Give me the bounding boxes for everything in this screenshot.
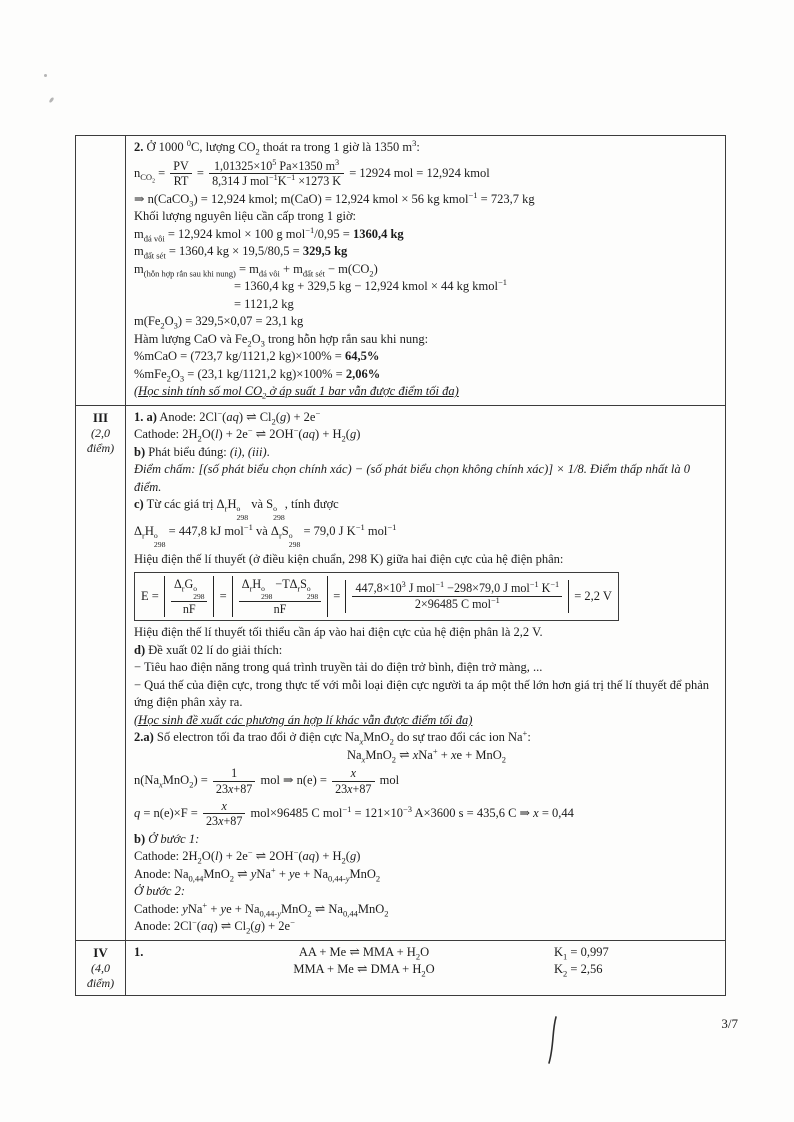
solution-cell (126, 406, 725, 940)
equation-line (134, 944, 719, 962)
solution-line: = 1121,2 kg (234, 296, 294, 311)
solution-line: Anode: 2Cl−(aq) ⇌ $Cl_2(g) + 2e^-$ (134, 916, 295, 936)
question-points: (2,0 điểm) (86, 425, 115, 455)
solution-line: Hàm lượng CaO và $Fe_2O_3$ trong hỗn hợp rắn sau khi nung: (134, 331, 429, 349)
solution-line: b) Ở bước 1: (134, 831, 200, 846)
solution-line: Ở bước 2: (134, 884, 185, 899)
equation-part: $K_2 = 2,56$ (554, 962, 603, 979)
question-numeral: IV (93, 944, 108, 960)
scan-speck (48, 97, 54, 104)
question-points: (4,0 điểm) (86, 960, 115, 990)
solution-line: $Na_xMnO_2$ ⇌ xNa+ + xe + MnO$_2$ (346, 745, 507, 765)
solution-line: Hiệu điện thế lí thuyết tối thiểu cần áp vào hai điện cực của hệ điện phân là 2,2 V. (134, 625, 543, 640)
equation-part: $K_1 = 0,997$ (554, 944, 609, 962)
solution-line: $m_{(hỗn hợp rắn sau khi nung)} = m_{đá vôi} + m_{đất sét} - m(CO_2)$ (134, 261, 378, 279)
solution-line: $m_{đất sét} = 1360,4$ kg × 19,5/80,5 = 329,5 kg (134, 244, 348, 261)
solution-line: Cathode: $2H_2O(l) + 2e^-$ ⇌ $2OH^-(aq) + H_2(g)$ (134, 424, 361, 444)
equation-part: MMA + Me ⇌ DMA + $H_2O$ (293, 962, 435, 979)
table-row (76, 941, 725, 995)
solution-line: ⇒ n(CaCO$_3$) = 12,924 kmol; m(CaO) = 12,924 kmol × 56 kg kmol$^{-1}$ = 723,7 kg (134, 189, 535, 209)
solution-line: $n_{CO_2}$ = $\frac{PV}{RT}$ = $\frac{1,01325\times 10^5 Pa\times 1350 m^3}{8,314 J mol^{-1}K^{-1} \times 1273 K}$ = 12924 mol = 12,924 kmol (134, 157, 490, 189)
question-label-cell (76, 136, 126, 405)
solution-line: 2.a) Số electron tối đa trao đổi ở điện cực $Na_xMnO_2$ do sự trao đổi các ion Na+: (134, 728, 531, 747)
solution-cell (126, 136, 725, 405)
equation-part: 1. (134, 944, 144, 959)
solution-line: = 1360,4 kg + 329,5 kg − 12,924 kmol × 44 kg kmol$^{-1}$ (234, 276, 508, 294)
solution-line: 1. a) Anode: 2Cl−(aq) ⇌ $Cl_2(g) + 2e^-$ (134, 407, 321, 427)
question-label-cell (76, 941, 126, 995)
solution-line: $\%mFe_2O_3 = (23,1$ kg/1121,2 kg)×100% = 2,06% (134, 366, 381, 384)
scan-speck (44, 74, 47, 77)
solution-line: E = $\Delta_rG$ o 298 nF = $\Delta_rH$ o 298 $-T\Delta_rS$ o 298 nF = $\frac{447,8\times 10^3 J mol^{-1} -298\times 79,0 J mol^{-1} K^{-1}}{2\times 96485 C mol^{-1}}$ = 2,2 V (134, 572, 619, 622)
answer-table (75, 135, 726, 996)
page-number: 3/7 (721, 1016, 738, 1031)
solution-cell (126, 941, 725, 995)
solution-line: (Học sinh tính số mol $CO_2$ ở áp suất 1 bar vẫn được điểm tối đa) (134, 384, 459, 401)
solution-line: %mCaO = (723,7 kg/1121,2 kg)×100% = 64,5% (134, 349, 380, 364)
solution-line: $\Delta_rH$ o 298 = 447,8 kJ mol$^{-1}$ và $\Delta_rS$ o 298 = 79,0 J $K^{-1}$ mol$^{-1}$ (134, 521, 397, 549)
solution-line: $m(Fe_2O_3) = 329,5\times 0,07 = 23,1$ kg (134, 314, 304, 331)
solution-line: b) Phát biểu đúng: (i), (iii). (134, 444, 270, 459)
solution-line: Cathode: yNa+ + ye + $Na_{0,44-y}MnO_2$ ⇌ $Na_{0,44}MnO_2$ (134, 899, 389, 919)
solution-line: q = n(e)×F = $\frac{x}{23x+87}$ mol×96485 C $mol^{-1} = 121\times 10^{-3}$ A×3600 s = 435,6 C ⇒ x = 0,44 (134, 798, 574, 829)
equation-line (134, 961, 719, 979)
solution-line: c) Từ các giá trị $\Delta_rH$ o 298 và S o 298 , tính được (134, 497, 339, 522)
solution-line: 2. Ở 1000 $^0$C, lượng $CO_2$ thoát ra trong 1 giờ là 1350 $m^3$: (134, 137, 420, 157)
solution-line: $n(Na_xMnO_2)$ = $\frac{1}{23x+87}$ mol ⇒ n(e) = $\frac{x}{23x+87}$ mol (134, 766, 400, 796)
handwritten-mark (543, 1014, 565, 1066)
solution-line: d) Đề xuất 02 lí do giải thích: (134, 642, 283, 657)
question-numeral: III (92, 409, 109, 425)
solution-line: Anode: $Na_{0,44}MnO_2$ ⇌ yNa+ + ye + $Na_{0,44-y}MnO_2$ (134, 864, 381, 884)
solution-line: Điểm chấm: [(số phát biểu chọn chính xác) − (số phát biểu chọn không chính xác)] × 1/8. Điểm thấp nhất là 0 điểm. (134, 462, 690, 494)
solution-line: $m_{đá vôi} = 12,924$ kmol × 100 g mol$^{-1}$/0,95 = 1360,4 kg (134, 224, 404, 244)
question-label-cell (76, 406, 126, 940)
table-row (76, 136, 725, 406)
equation-part: AA + Me ⇌ MMA + $H_2O$ (298, 944, 430, 962)
table-row (76, 406, 725, 941)
solution-line: − Tiêu hao điện năng trong quá trình truyền tải do điện trở bình, điện trở màng, ... (134, 660, 543, 675)
solution-line: − Quá thế của điện cực, trong thực tế với mỗi loại điện cực người ta áp một thế lớn hơn giá trị thế lí thuyết để phản ứng điện phân xảy ra. (134, 677, 710, 710)
solution-line: (Học sinh đề xuất các phương án hợp lí khác vẫn được điểm tối đa) (134, 712, 473, 727)
solution-line: Cathode: $2H_2O(l) + 2e^-$ ⇌ $2OH^-(aq) + H_2(g)$ (134, 846, 361, 866)
solution-line: Hiệu điện thế lí thuyết (ở điều kiện chuẩn, 298 K) giữa hai điện cực của hệ điện phân: (134, 552, 564, 567)
solution-line: Khối lượng nguyên liệu cần cấp trong 1 giờ: (134, 209, 357, 224)
